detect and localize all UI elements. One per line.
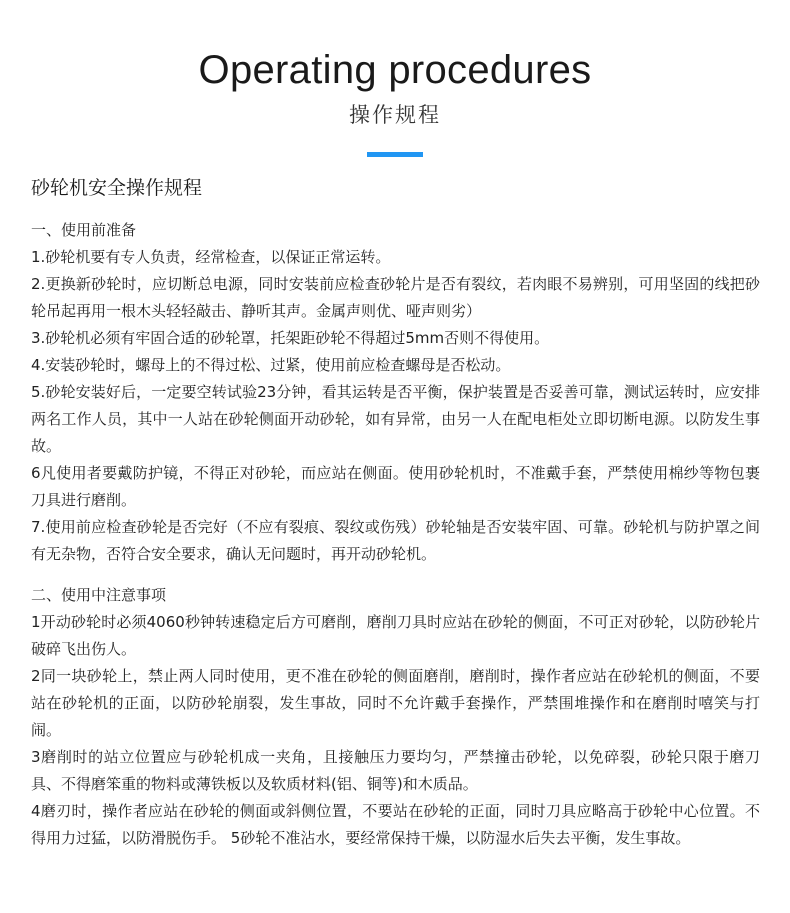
paragraph: 6凡使用者要戴防护镜，不得正对砂轮，而应站在侧面。使用砂轮机时，不准戴手套，严禁使用棉纱等物包裹刀具进行磨削。	[31, 464, 760, 509]
paragraph: 2同一块砂轮上，禁止两人同时使用，更不准在砂轮的侧面磨削，磨削时，操作者应站在砂轮机的侧面，不要站在砂轮机的正面，以防砂轮崩裂，发生事故，同时不允许戴手套操作，严禁围堆操作和在磨削时嘻笑与打闹。	[31, 667, 760, 739]
title-accent-bar	[367, 152, 423, 157]
page-header	[0, 0, 790, 157]
section-preparation	[31, 217, 760, 568]
paragraph: 1开动砂轮时必须4060秒钟转速稳定后方可磨削，磨削刀具时应站在砂轮的侧面，不可正对砂轮，以防砂轮片破碎飞出伤人。	[31, 613, 760, 658]
paragraph: 4.安装砂轮时，螺母上的不得过松、过紧，使用前应检查螺母是否松动。	[31, 356, 511, 374]
section-usage-notes	[31, 582, 760, 852]
paragraph: 2.更换新砂轮时，应切断总电源，同时安装前应检查砂轮片是否有裂纹，若肉眼不易辨别，可用坚固的线把砂轮吊起再用一根木头轻轻敲击、静听其声。金属声则优、哑声则劣）	[31, 275, 760, 320]
document-body	[0, 175, 790, 852]
section-heading: 一、使用前准备	[31, 221, 137, 239]
paragraph: 3磨削时的站立位置应与砂轮机成一夹角，且接触压力要均匀，严禁撞击砂轮，以免碎裂，砂轮只限于磨刀具、不得磨笨重的物料或薄铁板以及软质材料(铝、铜等)和木质品。	[31, 748, 760, 793]
paragraph: 4磨刃时，操作者应站在砂轮的侧面或斜侧位置，不要站在砂轮的正面，同时刀具应略高于砂轮中心位置。不得用力过猛，以防滑脱伤手。 5砂轮不准沾水，要经常保持干燥，以防湿水后失去平衡，发生事故。	[31, 802, 760, 847]
paragraph: 3.砂轮机必须有牢固合适的砂轮罩，托架距砂轮不得超过5mm否则不得使用。	[31, 329, 550, 347]
paragraph: 5.砂轮安装好后，一定要空转试验23分钟，看其运转是否平衡，保护装置是否妥善可靠，测试运转时，应安排两名工作人员，其中一人站在砂轮侧面开动砂轮，如有异常，由另一人在配电柜处立即切断电源。以防发生事故。	[31, 383, 760, 455]
section-heading: 二、使用中注意事项	[31, 586, 167, 604]
page-title-cn: 操作规程	[349, 103, 441, 127]
paragraph: 7.使用前应检查砂轮是否完好（不应有裂痕、裂纹或伤残）砂轮轴是否安装牢固、可靠。砂轮机与防护罩之间有无杂物，否符合安全要求，确认无问题时，再开动砂轮机。	[31, 518, 760, 563]
paragraph: 1.砂轮机要有专人负责，经常检查，以保证正常运转。	[31, 248, 391, 266]
page-title-en: Operating procedures	[198, 48, 592, 92]
document-title: 砂轮机安全操作规程	[31, 177, 203, 199]
